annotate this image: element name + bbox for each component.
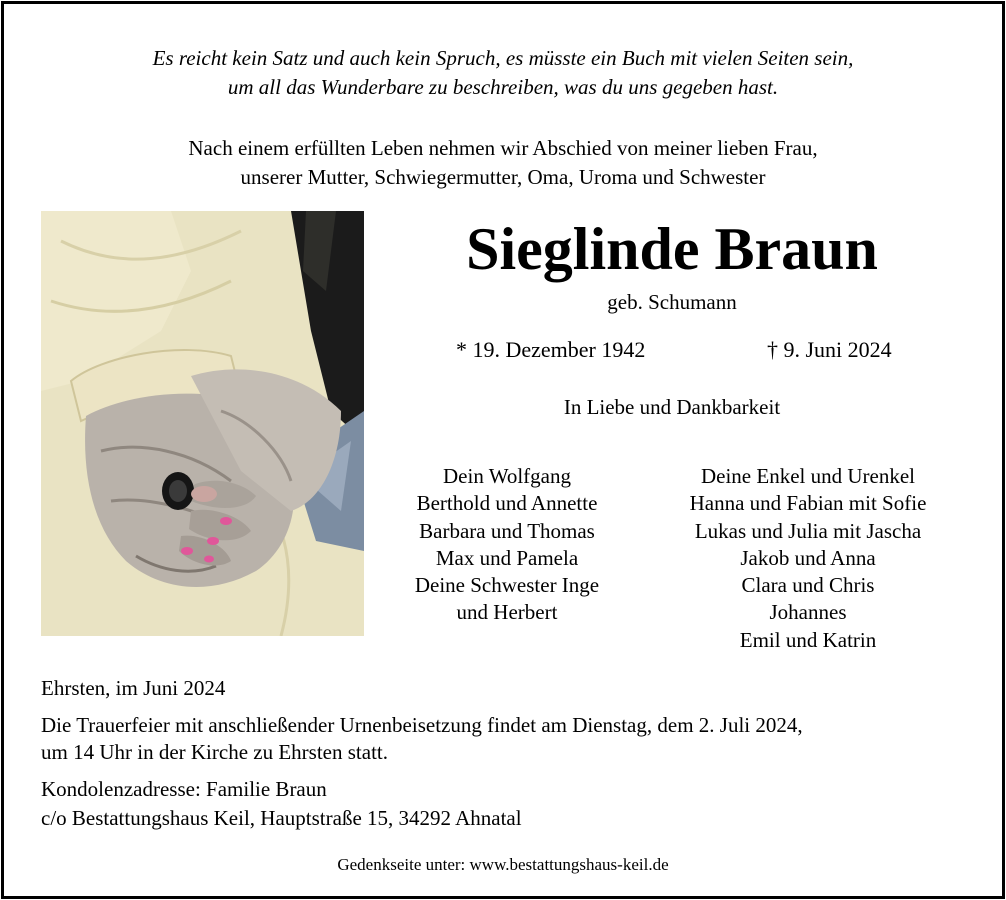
deceased-name: Sieglinde Braun [466,216,878,282]
mourner-name: Clara und Chris [741,573,875,598]
mourner-name: Johannes [769,600,847,625]
born-name: geb. Schumann [607,290,737,314]
memorial-page-link[interactable]: Gedenkseite unter: www.bestattungshaus-keil.de [337,855,669,874]
mourner-name: Deine Schwester Inge [414,573,600,598]
birth-date: * 19. Dezember 1942 [456,337,646,362]
mourner-name: Barbara und Thomas [419,518,595,543]
funeral-line-2: um 14 Uhr in der Kirche zu Ehrsten statt. [41,740,388,764]
condolence-address [41,775,522,833]
holding-hands-photo [41,211,364,636]
poem-line-1: Es reicht kein Satz und auch kein Spruch, es müsste ein Buch mit vielen Seiten sein, [152,46,854,70]
mourner-name: Lukas und Julia mit Jascha [694,518,922,543]
condolence-line-2: c/o Bestattungshaus Keil, Hauptstraße 15, 34292 Ahnatal [41,806,522,830]
mourner-name: Deine Enkel und Urenkel [700,464,915,488]
mourner-name: Dein Wolfgang [443,464,571,488]
mourner-name: Jakob und Anna [740,545,876,570]
mourners-right-column [668,463,948,654]
death-date: † 9. Juni 2024 [767,337,892,362]
poem [4,44,1002,102]
poem-line-2: um all das Wunderbare zu beschreiben, was du uns gegeben hast. [227,75,779,99]
mourner-name: und Herbert [456,600,558,625]
intro-line-2: unserer Mutter, Schwiegermutter, Oma, Uroma und Schwester [240,165,766,189]
obituary-frame [1,1,1005,899]
funeral-info [41,712,803,766]
mourner-name: Hanna und Fabian mit Sofie [689,491,927,516]
funeral-line-1: Die Trauerfeier mit anschließender Urnenbeisetzung findet am Dienstag, dem 2. Juli 2024, [41,713,803,737]
place-date: Ehrsten, im Juni 2024 [41,676,226,700]
gratitude-line: In Liebe und Dankbarkeit [563,395,781,419]
condolence-line-1: Kondolenzadresse: Familie Braun [41,777,327,801]
mourners-left-column [372,463,642,627]
mourner-name: Emil und Katrin [739,627,877,652]
mourner-name: Max und Pamela [435,545,579,570]
mourner-name: Berthold und Annette [416,491,598,516]
intro-line-1: Nach einem erfüllten Leben nehmen wir Abschied von meiner lieben Frau, [188,136,818,160]
intro-text [4,134,1002,192]
